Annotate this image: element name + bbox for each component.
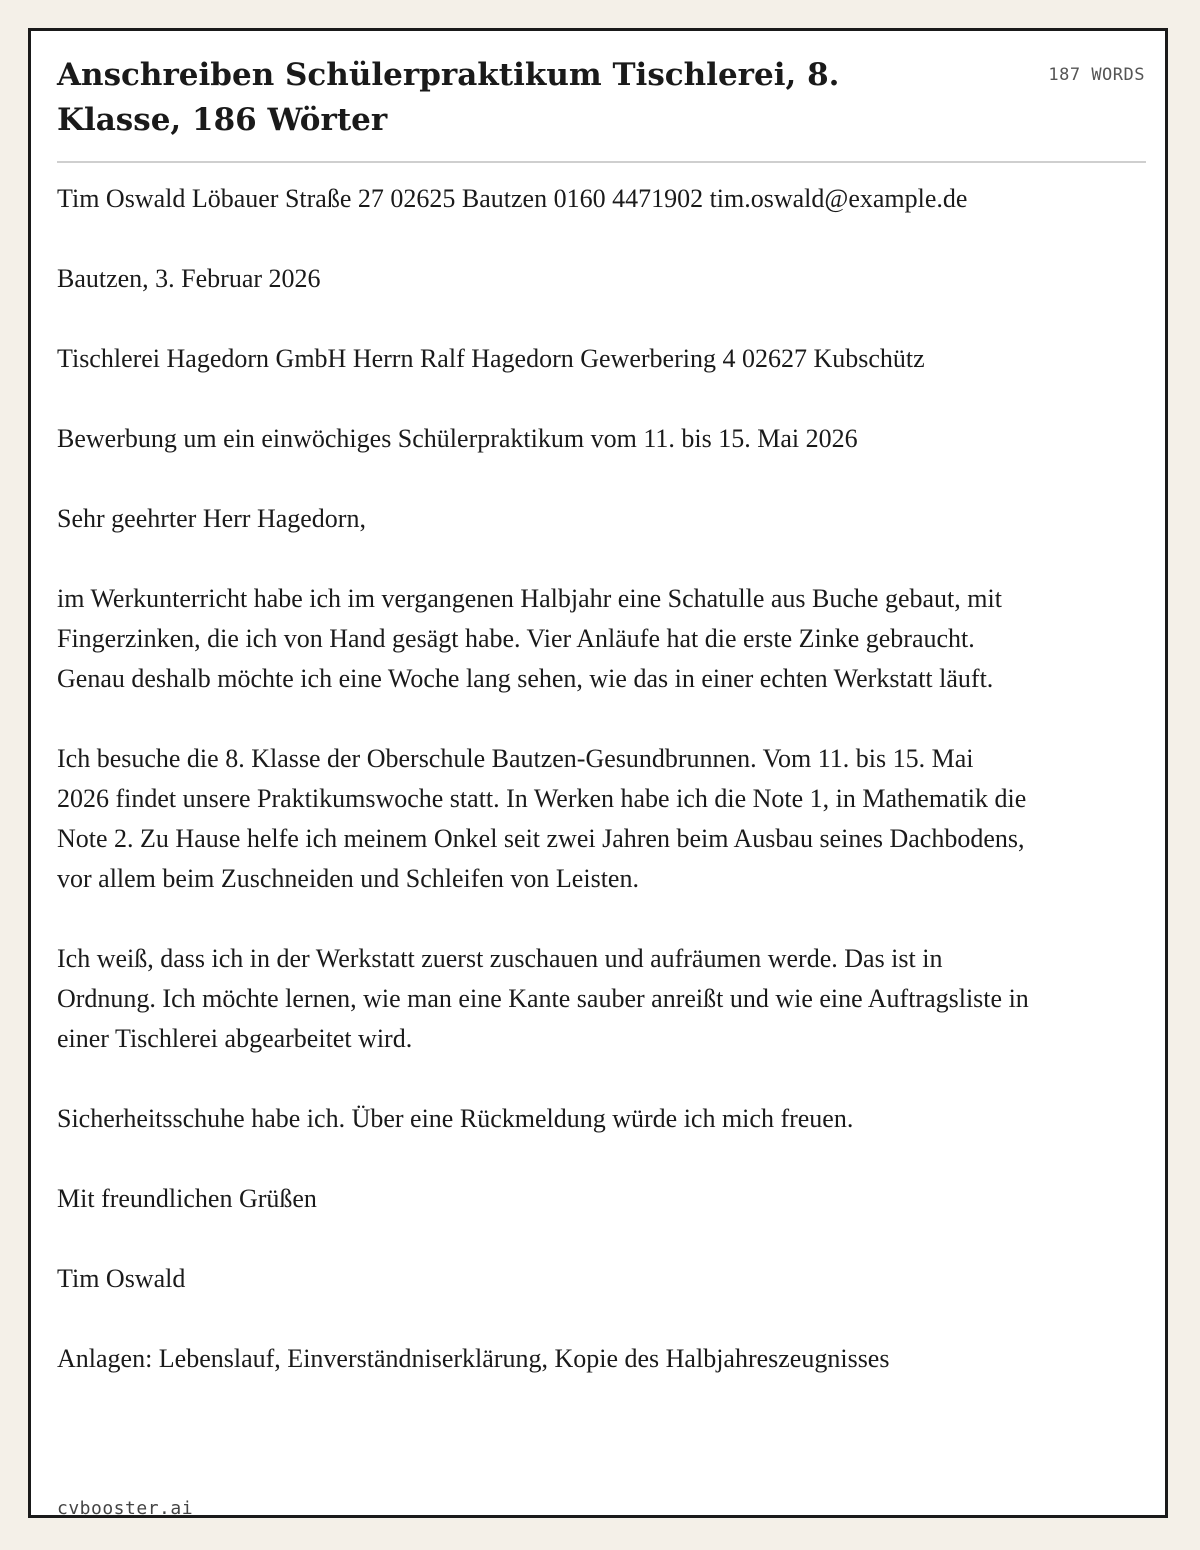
subject-line: Bewerbung um ein einwöchiges Schülerpraktikum vom 11. bis 15. Mai 2026 bbox=[57, 424, 858, 453]
header-divider bbox=[57, 161, 1146, 163]
body-paragraph-3: Ich weiß, dass ich in der Werkstatt zuerst zuschauen und aufräumen werde. Das ist in Ordnung. Ich möchte lernen, wie man eine Kante sauber anreißt und wie eine Auftragsliste in einer Tischlerei abgearbeitet wird. bbox=[57, 944, 1029, 1053]
document-title: Anschreiben Schülerpraktikum Tischlerei, 8. Klasse, 186 Wörter bbox=[57, 57, 840, 138]
salutation: Sehr geehrter Herr Hagedorn, bbox=[57, 504, 366, 533]
attachments-line: Anlagen: Lebenslauf, Einverständniserklärung, Kopie des Halbjahreszeugnisses bbox=[57, 1344, 890, 1373]
document-card bbox=[28, 28, 1168, 1518]
body-paragraph-1: im Werkunterricht habe ich im vergangenen Halbjahr eine Schatulle aus Buche gebaut, mit Fingerzinken, die ich von Hand gesägt habe. Vier Anläufe hat die erste Zinke gebraucht. Genau deshalb möchte ich eine Woche lang sehen, wie das in einer echten Werkstatt läuft. bbox=[57, 584, 1002, 693]
closing: Mit freundlichen Grüßen bbox=[57, 1184, 317, 1213]
signature: Tim Oswald bbox=[57, 1264, 186, 1293]
letter-date: Bautzen, 3. Februar 2026 bbox=[57, 264, 321, 293]
recipient-address: Tischlerei Hagedorn GmbH Herrn Ralf Hagedorn Gewerbering 4 02627 Kubschütz bbox=[57, 344, 925, 373]
brand-watermark: cvbooster.ai bbox=[57, 1498, 194, 1519]
body-paragraph-2: Ich besuche die 8. Klasse der Oberschule Bautzen-Gesundbrunnen. Vom 11. bis 15. Mai 2026 findet unsere Praktikumswoche statt. In Werken habe ich die Note 1, in Mathematik die Note 2. Zu Hause helfe ich meinem Onkel seit zwei Jahren beim Ausbau seines Dachbodens, vor allem beim Zuschneiden und Schleifen von Leisten. bbox=[57, 744, 1027, 893]
document-header bbox=[57, 53, 1145, 163]
body-paragraph-4: Sicherheitsschuhe habe ich. Über eine Rückmeldung würde ich mich freuen. bbox=[57, 1104, 854, 1133]
letter-body bbox=[57, 179, 1127, 1419]
sender-address: Tim Oswald Löbauer Straße 27 02625 Bautzen 0160 4471902 tim.oswald@example.de bbox=[57, 184, 968, 213]
word-count-label: 187 WORDS bbox=[1048, 65, 1145, 85]
